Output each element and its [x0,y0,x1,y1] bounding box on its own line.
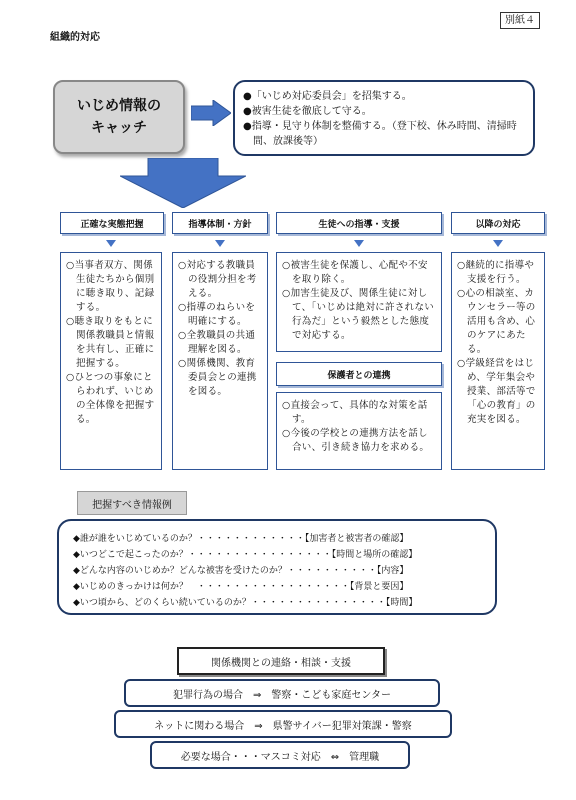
agency-row-internet: ネットに関わる場合 ⇒ 県警サイバー犯罪対策課・警察 [114,710,452,738]
response-item: ●指導・見守り体制を整備する。（登下校、休み時間、清掃時間、放課後等） [243,121,517,147]
list-item: ○ひとつの事象にとらわれず、いじめの全体像を把握する。 [66,372,155,425]
list-item: ○聴き取りをもとに関係教職員と情報を共有し、正確に把握する。 [66,316,155,369]
agency-row-crime: 犯罪行為の場合 ⇒ 警察・こども家庭センター [124,679,440,707]
guardian-header: 保護者との連携 [276,362,442,386]
list-item: ○継続的に指導や支援を行う。 [457,260,535,285]
list-item: ○当事者双方、関係生徒たちから個別に聴き取り、記録する。 [66,260,155,313]
catch-line-2: キャッチ [91,120,147,136]
section-title: 組織的対応 [50,32,100,43]
triangle-down-icon [354,240,364,247]
agency-row-media: 必要な場合・・・マスコミ対応 ⇔ 管理職 [150,741,410,769]
initial-response-box [233,80,535,156]
triangle-down-icon [493,240,503,247]
column-header-guidance-system: 指導体制・方針 [172,212,268,234]
column-header-follow-up: 以降の対応 [451,212,545,234]
document-tag: 別紙４ [500,12,540,29]
info-item: ◆誰が誰をいじめているのか？・・・・・・・・・・・・【加害者と被害者の確認】 [73,534,409,544]
list-item: ○指導のねらいを明確にする。 [178,302,256,327]
info-item: ◆いじめのきっかけは何か？ ・・・・・・・・・・・・・・・・・【背景と要因】 [73,582,409,592]
list-item: ○対応する教職員の役割分担を考える。 [178,260,257,299]
info-collect-box [57,519,497,615]
column-header-fact-finding: 正確な実態把握 [60,212,164,234]
arrow-right-icon [191,100,231,126]
info-item: ◆いつどこで起こったのか？・・・・・・・・・・・・・・・・【時間と場所の確認】 [73,550,418,560]
column-student-guidance [276,252,442,352]
column-header-student-guidance: 生徒への指導・支援 [276,212,442,234]
info-item: ◆どんな内容のいじめか？どんな被害を受けたのか？・・・・・・・・・・【内容】 [73,566,409,576]
list-item: ○心の相談室、カウンセラー等の活用も含め、心のケアにあたる。 [457,288,536,355]
list-item: ○被害生徒を保護し、心配や不安を取り除く。 [282,260,428,285]
catch-line-1: いじめ情報の [77,98,161,114]
info-item: ◆いつ頃から、どのくらい続いているのか？・・・・・・・・・・・・・・・【時間】 [73,598,418,608]
bullying-catch-box [53,80,185,154]
list-item: ○関係機関、教育委員会との連携を図る。 [178,358,257,397]
list-item: ○今後の学校との連携方法を話し合い、引き続き協力を求める。 [282,428,430,453]
info-collect-header: 把握すべき情報例 [77,491,187,515]
guardian-list [276,392,442,470]
response-item: ●被害生徒を徹底して守る。 [243,106,372,117]
list-item: ○全教職員の共通理解を図る。 [178,330,256,355]
arrow-down-icon [120,158,246,208]
response-item: ●「いじめ対応委員会」を招集する。 [243,91,412,102]
agency-header: 関係機関との連絡・相談・支援 [177,647,385,675]
column-fact-finding [60,252,162,470]
column-guidance-system [172,252,268,470]
list-item: ○直接会って、具体的な対策を話す。 [282,400,428,425]
triangle-down-icon [106,240,116,247]
column-follow-up [451,252,545,470]
triangle-down-icon [215,240,225,247]
list-item: ○学級経営をはじめ、学年集会や授業、部活等で「心の教育」の充実を図る。 [457,358,536,425]
list-item: ○加害生徒及び、関係生徒に対して、「いじめは絶対に許されない行為だ」という毅然とした態度で対応する。 [282,288,435,341]
